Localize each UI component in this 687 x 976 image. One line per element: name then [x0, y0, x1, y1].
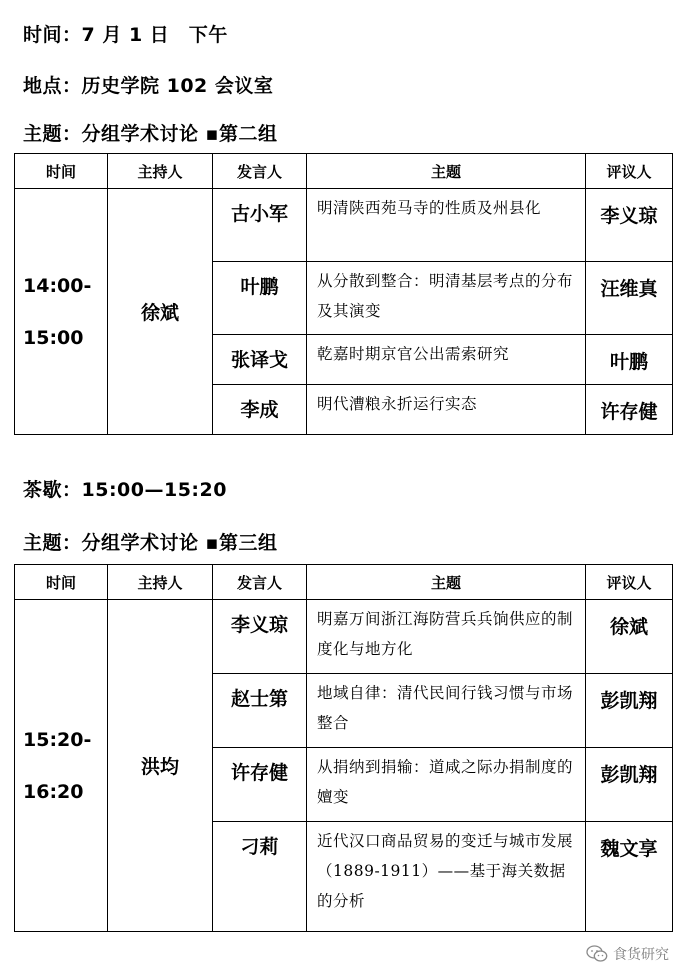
col-host-header: 主持人 — [108, 565, 213, 600]
speaker-name: 叶鹏 — [213, 262, 307, 335]
col-time-header: 时间 — [15, 154, 108, 189]
schedule-place: 地点：历史学院 102 会议室 — [23, 75, 274, 97]
col-reviewer-header: 评议人 — [586, 565, 673, 600]
talk-topic: 明清陕西苑马寺的性质及州县化 — [307, 189, 586, 262]
group2-host: 徐斌 — [108, 189, 213, 435]
watermark-text: 食货研究 — [613, 947, 669, 963]
group2-time-end: 15:00 — [23, 326, 84, 349]
reviewer-name: 魏文享 — [586, 822, 673, 932]
speaker-name: 赵士第 — [213, 674, 307, 748]
speaker-name: 刁莉 — [213, 822, 307, 932]
speaker-name: 张译戈 — [213, 335, 307, 385]
speaker-name: 古小军 — [213, 189, 307, 262]
reviewer-name: 徐斌 — [586, 600, 673, 674]
group3-time-end: 16:20 — [23, 780, 84, 803]
speaker-name: 许存健 — [213, 748, 307, 822]
group2-time-start: 14:00- — [23, 274, 92, 297]
reviewer-name: 李义琼 — [586, 189, 673, 262]
col-host-header: 主持人 — [108, 154, 213, 189]
col-topic-header: 主题 — [307, 154, 586, 189]
group2-header-row — [15, 154, 673, 189]
talk-topic: 明代漕粮永折运行实态 — [307, 385, 586, 435]
col-reviewer-header: 评议人 — [586, 154, 673, 189]
group3-time-start: 15:20- — [23, 728, 92, 751]
group2-table — [14, 153, 673, 435]
talk-topic: 近代汉口商品贸易的变迁与城市发展（1889-1911）——基于海关数据的分析 — [307, 822, 586, 932]
col-speaker-header: 发言人 — [213, 154, 307, 189]
group3-table — [14, 564, 673, 932]
talk-topic: 明嘉万间浙江海防营兵兵饷供应的制度化与地方化 — [307, 600, 586, 674]
tea-break: 茶歇：15:00—15:20 — [23, 479, 227, 501]
reviewer-name: 汪维真 — [586, 262, 673, 335]
watermark — [586, 944, 669, 964]
group3-header-row — [15, 565, 673, 600]
group3-time-cell — [15, 600, 108, 932]
speaker-name: 李义琼 — [213, 600, 307, 674]
group2-time-cell — [15, 189, 108, 435]
reviewer-name: 许存健 — [586, 385, 673, 435]
col-speaker-header: 发言人 — [213, 565, 307, 600]
group3-title: 主题：分组学术讨论 ▪第三组 — [23, 532, 278, 554]
table-row — [15, 600, 673, 674]
col-time-header: 时间 — [15, 565, 108, 600]
group2-title: 主题：分组学术讨论 ▪第二组 — [23, 123, 278, 145]
talk-topic: 地域自律：清代民间行钱习惯与市场整合 — [307, 674, 586, 748]
reviewer-name: 彭凯翔 — [586, 674, 673, 748]
schedule-time: 时间：7 月 1 日 下午 — [23, 24, 228, 46]
speaker-name: 李成 — [213, 385, 307, 435]
reviewer-name: 叶鹏 — [586, 335, 673, 385]
talk-topic: 从分散到整合：明清基层考点的分布及其演变 — [307, 262, 586, 335]
group3-host: 洪均 — [108, 600, 213, 932]
talk-topic: 从捐纳到捐输：道咸之际办捐制度的嬗变 — [307, 748, 586, 822]
wechat-icon — [586, 945, 608, 963]
table-row — [15, 189, 673, 262]
talk-topic: 乾嘉时期京官公出需索研究 — [307, 335, 586, 385]
col-topic-header: 主题 — [307, 565, 586, 600]
reviewer-name: 彭凯翔 — [586, 748, 673, 822]
